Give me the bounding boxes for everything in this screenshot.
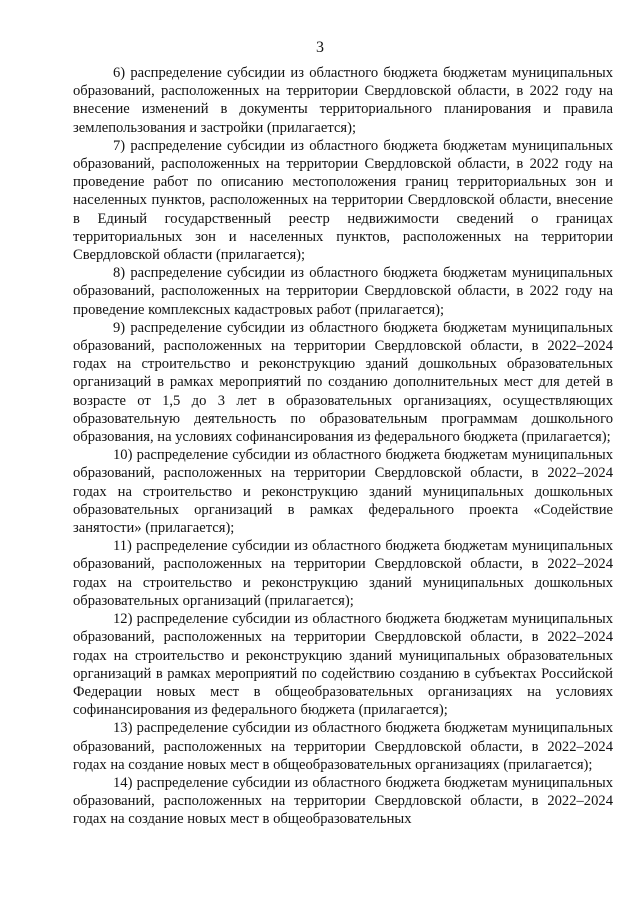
paragraph-item-11: 11) распределение субсидии из областного бюджета бюджетам муниципальных образований, расположенных на территории Свердловской области, в 2022–2024 годах на строительство и реконструкцию зданий муниципальных дошкольных образовательных организаций (прилагается); xyxy=(73,538,613,609)
page-number: 3 xyxy=(316,39,324,56)
paragraph-item-7: 7) распределение субсидии из областного бюджета бюджетам муниципальных образований, расположенных на территории Свердловской области, в 2022 году на проведение работ по описанию местоположения границ территориальных зон и населенных пунктов, расположенных на территории Свердловской области, внесение в Единый государственный реестр недвижимости сведений о границах территориальных зон и населенных пунктов, расположенных на территории Свердловской области (прилагается); xyxy=(73,137,613,264)
paragraph-item-12: 12) распределение субсидии из областного бюджета бюджетам муниципальных образований, расположенных на территории Свердловской области, в 2022–2024 годах на строительство и реконструкцию зданий муниципальных образовательных организаций в рамках мероприятий по содействию созданию в субъектах Российской Федерации новых мест в общеобразовательных организациях на условиях софинансирования из федерального бюджета (прилагается); xyxy=(73,611,613,719)
paragraph-item-14: 14) распределение субсидии из областного бюджета бюджетам муниципальных образований, расположенных на территории Свердловской области, в 2022–2024 годах на создание новых мест в общеобразовательных xyxy=(73,774,613,828)
paragraph-item-10: 10) распределение субсидии из областного бюджета бюджетам муниципальных образований, расположенных на территории Свердловской области, в 2022–2024 годах на строительство и реконструкцию зданий муниципальных дошкольных образовательных организаций в рамках федерального проекта «Содействие занятости» (прилагается); xyxy=(73,447,613,537)
paragraph-item-8: 8) распределение субсидии из областного бюджета бюджетам муниципальных образований, расположенных на территории Свердловской области, в 2022 году на проведение комплексных кадастровых работ (прилагается); xyxy=(73,265,613,318)
document-body xyxy=(73,64,613,829)
paragraph-item-9: 9) распределение субсидии из областного бюджета бюджетам муниципальных образований, расположенных на территории Свердловской области, в 2022–2024 годах на строительство и реконструкцию зданий дошкольных образовательных организаций в рамках мероприятий по созданию дополнительных мест для детей в возрасте от 1,5 до 3 лет в образовательных организациях, осуществляющих образовательную деятельность по образовательным программам дошкольного образования, на условиях софинансирования из федерального бюджета (прилагается); xyxy=(73,319,613,446)
paragraph-item-6: 6) распределение субсидии из областного бюджета бюджетам муниципальных образований, расположенных на территории Свердловской области, в 2022 году на внесение изменений в документы территориального планирования и правила землепользования и застройки (прилагается); xyxy=(73,65,613,136)
paragraph-item-13: 13) распределение субсидии из областного бюджета бюджетам муниципальных образований, расположенных на территории Свердловской области, в 2022–2024 годах на создание новых мест в общеобразовательных организациях (прилагается); xyxy=(73,720,613,773)
